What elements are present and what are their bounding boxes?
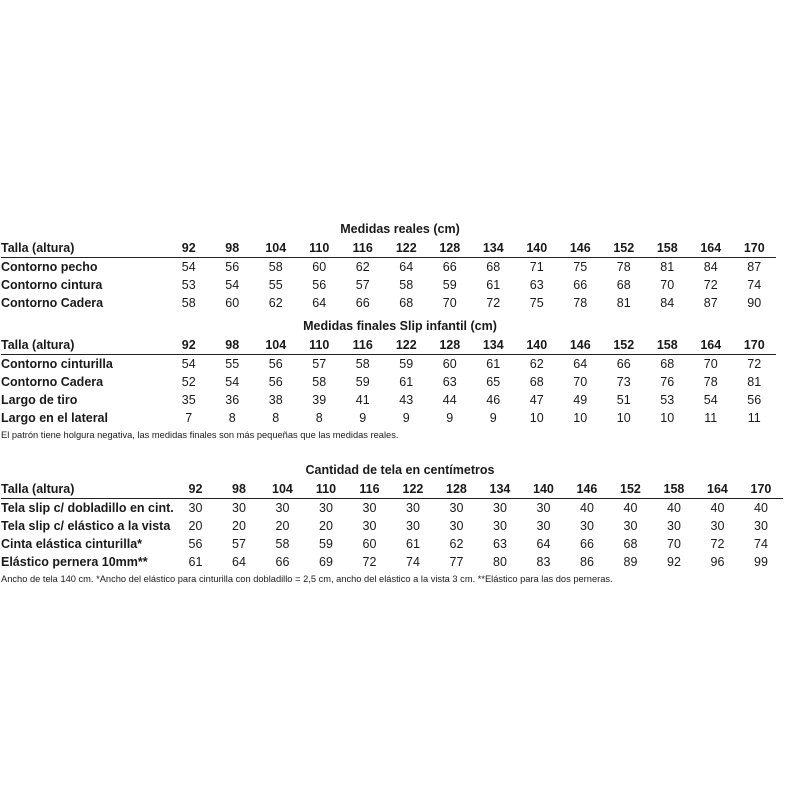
table-row: [1, 391, 776, 409]
section-note: El patrón tiene holgura negativa, las medidas finales son más pequeñas que las medidas reales.: [1, 430, 399, 440]
value-cell: 60: [442, 357, 457, 371]
value-cell: 30: [536, 519, 551, 533]
size-header: 110: [315, 482, 337, 496]
value-cell: 40: [754, 501, 768, 515]
value-cell: 9: [489, 411, 497, 425]
value-cell: 8: [272, 411, 280, 425]
value-cell: 62: [529, 357, 544, 371]
table-row: [1, 258, 776, 277]
value-cell: 90: [747, 296, 762, 310]
value-cell: 57: [355, 278, 370, 292]
size-header: 146: [576, 482, 598, 496]
value-cell: 61: [406, 537, 420, 551]
value-cell: 60: [225, 296, 240, 310]
size-header: 170: [743, 241, 765, 255]
value-cell: 58: [181, 296, 196, 310]
value-cell: 10: [573, 411, 588, 425]
value-cell: 72: [747, 357, 762, 371]
value-cell: 76: [660, 375, 675, 389]
value-cell: 60: [362, 537, 377, 551]
header-row: [1, 239, 776, 258]
size-header: 146: [569, 241, 591, 255]
value-cell: 47: [529, 393, 544, 407]
row-label: Contorno cinturilla: [1, 357, 113, 371]
value-cell: 58: [275, 537, 290, 551]
value-cell: 36: [225, 393, 240, 407]
value-cell: 30: [319, 501, 333, 515]
value-cell: 57: [232, 537, 246, 551]
value-cell: 74: [754, 537, 768, 551]
value-cell: 9: [446, 411, 454, 425]
row-label: Tela slip c/ elástico a la vista: [1, 519, 171, 533]
size-header: 104: [272, 482, 293, 496]
value-cell: 68: [486, 260, 501, 274]
value-cell: 72: [703, 278, 718, 292]
section-cantidad-tela: [0, 460, 800, 587]
row-label: Contorno Cadera: [1, 375, 104, 389]
value-cell: 11: [747, 411, 761, 425]
table-row: [1, 276, 776, 294]
value-cell: 84: [660, 296, 675, 310]
value-cell: 70: [573, 375, 588, 389]
value-cell: 10: [616, 411, 631, 425]
row-label: Cinta elástica cinturilla*: [1, 537, 143, 551]
size-header: 92: [181, 241, 196, 255]
section-note: Ancho de tela 140 cm. *Ancho del elástico para cinturilla con dobladillo = 2,5 cm, ancho del elástico a la vista 3 cm. **Elástico para las dos perneras.: [1, 574, 613, 584]
value-cell: 40: [623, 501, 638, 515]
value-cell: 71: [529, 260, 544, 274]
value-cell: 66: [355, 296, 370, 310]
value-cell: 60: [312, 260, 327, 274]
value-cell: 9: [359, 411, 367, 425]
value-cell: 7: [185, 411, 193, 425]
value-cell: 70: [442, 296, 457, 310]
value-cell: 92: [667, 555, 681, 569]
value-cell: 55: [268, 278, 283, 292]
value-cell: 99: [754, 555, 768, 569]
value-cell: 68: [623, 537, 638, 551]
size-header: 98: [225, 338, 240, 352]
value-cell: 9: [402, 411, 410, 425]
value-cell: 40: [580, 501, 594, 515]
header-label: Talla (altura): [1, 241, 75, 255]
value-cell: 73: [616, 375, 631, 389]
row-label: Largo de tiro: [1, 393, 78, 407]
row-label: Contorno Cadera: [1, 296, 104, 310]
value-cell: 56: [747, 393, 762, 407]
size-header: 104: [265, 241, 287, 255]
value-cell: 10: [660, 411, 675, 425]
value-cell: 30: [710, 519, 725, 533]
table-row: [1, 553, 783, 571]
value-cell: 30: [493, 519, 507, 533]
section-title: Medidas finales Slip infantil (cm): [303, 319, 497, 333]
size-header: 140: [526, 338, 548, 352]
value-cell: 68: [616, 278, 631, 292]
value-cell: 30: [754, 519, 768, 533]
size-header: 128: [439, 241, 461, 255]
size-header: 164: [707, 482, 728, 496]
value-cell: 59: [319, 537, 333, 551]
value-cell: 30: [667, 519, 681, 533]
value-cell: 30: [232, 501, 246, 515]
value-cell: 70: [667, 537, 681, 551]
value-cell: 62: [355, 260, 370, 274]
header-row: [1, 336, 776, 355]
size-header: 170: [743, 338, 765, 352]
value-cell: 40: [667, 501, 681, 515]
value-cell: 87: [703, 296, 718, 310]
size-header: 152: [620, 482, 641, 496]
size-header: 98: [232, 482, 246, 496]
size-header: 152: [613, 338, 635, 352]
value-cell: 56: [188, 537, 203, 551]
value-cell: 57: [312, 357, 327, 371]
value-cell: 81: [660, 260, 675, 274]
value-cell: 30: [406, 501, 420, 515]
row-label: Largo en el lateral: [1, 411, 108, 425]
value-cell: 56: [225, 260, 240, 274]
size-header: 134: [489, 482, 511, 496]
size-header: 92: [188, 482, 203, 496]
value-cell: 66: [580, 537, 594, 551]
value-cell: 66: [275, 555, 290, 569]
size-header: 122: [395, 338, 417, 352]
value-cell: 78: [616, 260, 631, 274]
value-cell: 87: [747, 260, 762, 274]
value-cell: 66: [573, 278, 588, 292]
row-label: Elástico pernera 10mm**: [1, 555, 148, 569]
value-cell: 59: [355, 375, 370, 389]
value-cell: 38: [268, 393, 283, 407]
value-cell: 64: [232, 555, 246, 569]
value-cell: 40: [710, 501, 725, 515]
value-cell: 30: [449, 519, 464, 533]
value-cell: 56: [312, 278, 327, 292]
size-header: 158: [663, 482, 685, 496]
header-row: [1, 480, 783, 499]
value-cell: 89: [623, 555, 638, 569]
size-header: 98: [225, 241, 240, 255]
value-cell: 59: [442, 278, 457, 292]
table-row: [1, 409, 776, 427]
value-cell: 8: [315, 411, 323, 425]
value-cell: 54: [703, 393, 718, 407]
value-cell: 30: [406, 519, 420, 533]
value-cell: 61: [486, 357, 501, 371]
value-cell: 8: [228, 411, 236, 425]
size-header: 170: [750, 482, 772, 496]
value-cell: 75: [573, 260, 588, 274]
value-cell: 81: [747, 375, 762, 389]
size-header: 152: [613, 241, 635, 255]
header-label: Talla (altura): [1, 338, 75, 352]
value-cell: 72: [710, 537, 725, 551]
value-cell: 30: [362, 501, 377, 515]
value-cell: 58: [355, 357, 370, 371]
value-cell: 64: [399, 260, 414, 274]
value-cell: 69: [319, 555, 333, 569]
value-cell: 62: [449, 537, 464, 551]
value-cell: 84: [703, 260, 718, 274]
value-cell: 80: [493, 555, 507, 569]
section-title: Cantidad de tela en centímetros: [305, 463, 495, 477]
value-cell: 70: [703, 357, 718, 371]
value-cell: 78: [573, 296, 588, 310]
value-cell: 64: [536, 537, 551, 551]
value-cell: 66: [442, 260, 457, 274]
value-cell: 68: [660, 357, 675, 371]
size-header: 140: [533, 482, 554, 496]
value-cell: 65: [486, 375, 501, 389]
section-medidas-reales: [0, 219, 800, 312]
value-cell: 58: [312, 375, 327, 389]
size-header: 128: [439, 338, 461, 352]
value-cell: 74: [406, 555, 420, 569]
size-header: 104: [265, 338, 287, 352]
section-title: Medidas reales (cm): [340, 222, 460, 236]
value-cell: 20: [232, 519, 246, 533]
value-cell: 68: [399, 296, 414, 310]
value-cell: 64: [312, 296, 327, 310]
value-cell: 20: [188, 519, 203, 533]
value-cell: 30: [362, 519, 377, 533]
value-cell: 55: [225, 357, 240, 371]
value-cell: 53: [660, 393, 675, 407]
size-header: 164: [700, 338, 722, 352]
value-cell: 68: [529, 375, 544, 389]
row-label: Contorno cintura: [1, 278, 103, 292]
row-label: Contorno pecho: [1, 260, 98, 274]
size-header: 146: [569, 338, 591, 352]
value-cell: 53: [181, 278, 196, 292]
size-header: 116: [352, 338, 373, 352]
value-cell: 39: [312, 393, 327, 407]
section-medidas-finales: [0, 316, 800, 443]
value-cell: 54: [225, 278, 240, 292]
value-cell: 20: [275, 519, 290, 533]
value-cell: 30: [536, 501, 551, 515]
value-cell: 30: [275, 501, 290, 515]
size-header: 110: [309, 241, 330, 255]
table-row: [1, 355, 776, 374]
value-cell: 61: [188, 555, 203, 569]
value-cell: 10: [529, 411, 544, 425]
value-cell: 30: [493, 501, 507, 515]
size-header: 122: [395, 241, 417, 255]
value-cell: 52: [181, 375, 196, 389]
table-row: [1, 517, 783, 535]
value-cell: 62: [268, 296, 283, 310]
value-cell: 77: [449, 555, 464, 569]
value-cell: 78: [703, 375, 718, 389]
table-row: [1, 294, 776, 312]
header-label: Talla (altura): [1, 482, 75, 496]
value-cell: 70: [660, 278, 675, 292]
value-cell: 72: [486, 296, 501, 310]
size-header: 116: [352, 241, 373, 255]
table-row: [1, 373, 776, 391]
size-header: 128: [446, 482, 467, 496]
value-cell: 86: [580, 555, 594, 569]
size-header: 140: [526, 241, 548, 255]
size-header: 92: [181, 338, 196, 352]
value-cell: 74: [747, 278, 762, 292]
value-cell: 63: [493, 537, 507, 551]
size-header: 164: [700, 241, 722, 255]
value-cell: 63: [529, 278, 544, 292]
size-header: 134: [482, 338, 504, 352]
size-header: 110: [309, 338, 330, 352]
value-cell: 61: [486, 278, 501, 292]
value-cell: 75: [529, 296, 544, 310]
value-cell: 43: [399, 393, 414, 407]
value-cell: 54: [225, 375, 240, 389]
value-cell: 54: [181, 260, 196, 274]
value-cell: 58: [268, 260, 283, 274]
value-cell: 30: [623, 519, 638, 533]
value-cell: 35: [181, 393, 196, 407]
value-cell: 81: [616, 296, 631, 310]
value-cell: 30: [580, 519, 594, 533]
size-header: 134: [482, 241, 504, 255]
value-cell: 30: [188, 501, 203, 515]
value-cell: 83: [536, 555, 551, 569]
value-cell: 30: [449, 501, 464, 515]
value-cell: 61: [399, 375, 414, 389]
value-cell: 56: [268, 357, 283, 371]
value-cell: 44: [442, 393, 457, 407]
size-table: [1, 239, 776, 312]
value-cell: 11: [704, 411, 718, 425]
value-cell: 41: [355, 393, 370, 407]
size-header: 158: [656, 338, 678, 352]
row-label: Tela slip c/ dobladillo en cint.: [1, 501, 174, 515]
table-row: [1, 535, 783, 553]
value-cell: 56: [268, 375, 283, 389]
value-cell: 20: [319, 519, 333, 533]
value-cell: 51: [616, 393, 631, 407]
size-header: 122: [402, 482, 424, 496]
value-cell: 96: [710, 555, 725, 569]
value-cell: 64: [573, 357, 588, 371]
size-table: [1, 480, 783, 571]
value-cell: 49: [573, 393, 588, 407]
value-cell: 66: [616, 357, 631, 371]
value-cell: 54: [181, 357, 196, 371]
value-cell: 46: [486, 393, 501, 407]
value-cell: 63: [442, 375, 457, 389]
table-row: [1, 499, 783, 518]
size-table: [1, 336, 776, 427]
value-cell: 59: [399, 357, 414, 371]
value-cell: 58: [399, 278, 414, 292]
size-header: 158: [656, 241, 678, 255]
size-header: 116: [359, 482, 380, 496]
value-cell: 72: [362, 555, 377, 569]
